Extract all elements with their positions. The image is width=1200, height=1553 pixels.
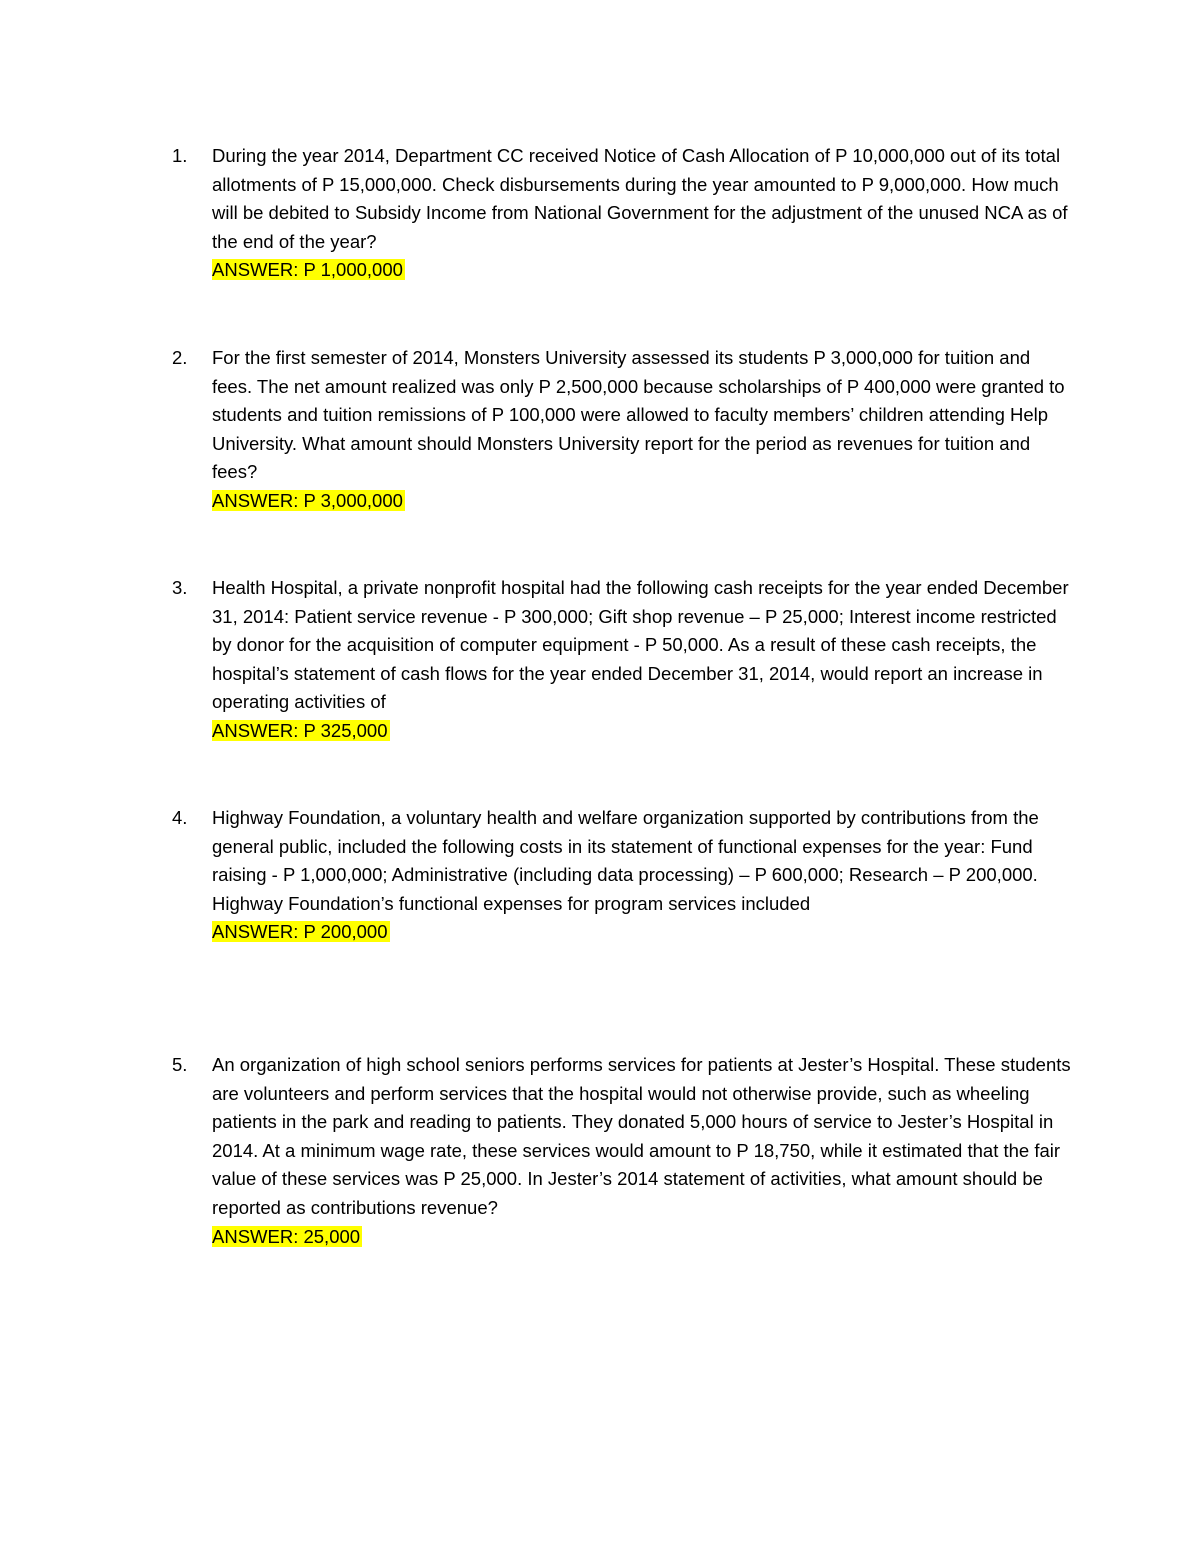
question-number: 5. xyxy=(172,1054,188,1075)
answer-line xyxy=(212,717,1072,746)
answer-highlight: ANSWER: 25,000 xyxy=(212,1225,361,1247)
question-text: During the year 2014, Department CC received Notice of Cash Allocation of P 10,000,000 out of its total allotments of P 15,000,000. Check disbursements during the year amounted to P 9,000,000. How much will be debited to Subsidy Income from National Government for the adjustment of the unused NCA as of the end of the year? xyxy=(212,145,1068,252)
answer-highlight: ANSWER: P 1,000,000 xyxy=(212,259,403,281)
question-body xyxy=(212,344,1072,516)
question-body xyxy=(212,574,1072,746)
question-text: An organization of high school seniors performs services for patients at Jester’s Hospital. These students are volunteers and perform services that the hospital would not otherwise provide, such as wheeling patients in the park and reading to patients. They donated 5,000 hours of service to Jester’s Hospital in 2014. At a minimum wage rate, these services would amount to P 18,750, while it estimated that the fair value of these services was P 25,000. In Jester’s 2014 statement of activities, what amount should be reported as contributions revenue? xyxy=(212,1054,1071,1218)
question-number: 1. xyxy=(172,145,188,166)
question-item xyxy=(172,142,1072,285)
question-body xyxy=(212,804,1072,947)
question-item xyxy=(172,1051,1072,1251)
question-item xyxy=(172,344,1072,516)
question-number: 2. xyxy=(172,347,188,368)
answer-line xyxy=(212,487,1072,516)
answer-highlight: ANSWER: P 200,000 xyxy=(212,921,388,943)
answer-line xyxy=(212,1223,1072,1252)
answer-highlight: ANSWER: P 3,000,000 xyxy=(212,489,403,511)
question-text: Highway Foundation, a voluntary health and welfare organization supported by contributions from the general public, included the following costs in its statement of functional expenses for the year: Fund raising - P 1,000,000; Administrative (including data processing) – P 600,000; Research – P 200,000. Highway Foundation’s functional expenses for program services included xyxy=(212,807,1039,914)
answer-highlight: ANSWER: P 325,000 xyxy=(212,719,388,741)
question-body xyxy=(212,142,1072,285)
answer-line xyxy=(212,918,1072,947)
question-item xyxy=(172,804,1072,947)
question-text: Health Hospital, a private nonprofit hospital had the following cash receipts for the year ended December 31, 2014: Patient service revenue - P 300,000; Gift shop revenue – P 25,000; Interest income restricted by donor for the acquisition of computer equipment - P 50,000. As a result of these cash receipts, the hospital’s statement of cash flows for the year ended December 31, 2014, would report an increase in operating activities of xyxy=(212,577,1069,713)
question-body xyxy=(212,1051,1072,1251)
question-text: For the first semester of 2014, Monsters University assessed its students P 3,000,000 for tuition and fees. The net amount realized was only P 2,500,000 because scholarships of P 400,000 were granted to students and tuition remissions of P 100,000 were allowed to faculty members’ children attending Help University. What amount should Monsters University report for the period as revenues for tuition and fees? xyxy=(212,347,1065,483)
question-number: 3. xyxy=(172,577,188,598)
question-number: 4. xyxy=(172,807,188,828)
answer-line xyxy=(212,256,1072,285)
question-item xyxy=(172,574,1072,746)
